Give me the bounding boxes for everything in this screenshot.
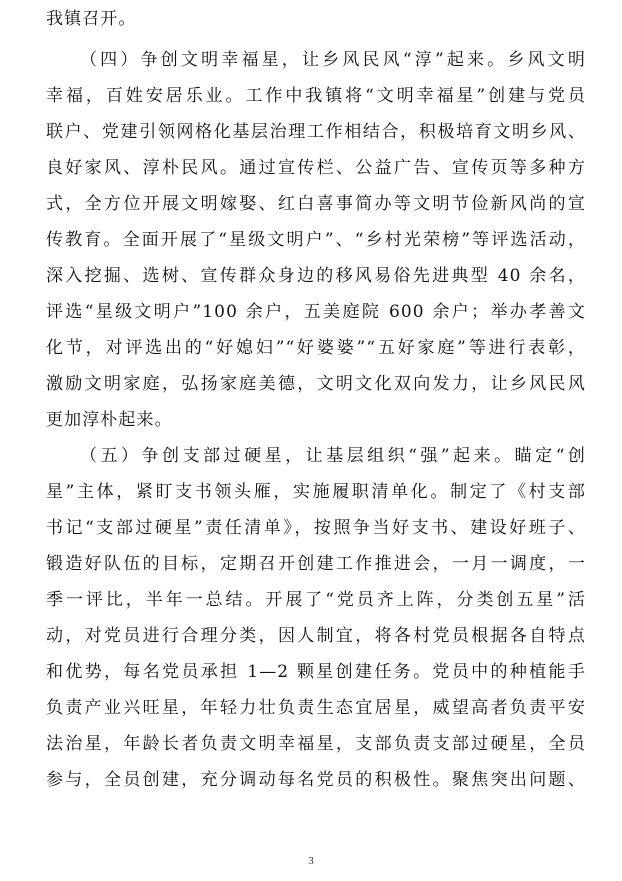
text-line: 激励文明家庭，弘扬家庭美德，文明文化双向发力，让乡风民风: [46, 374, 586, 394]
text-line: 联户、党建引领网格化基层治理工作相结合，积极培育文明乡风、: [46, 122, 586, 142]
text-line: 锻造好队伍的目标，定期召开创建工作推进会，一月一调度，一: [46, 554, 586, 574]
text-line: 星”主体，紧盯支书领头雁，实施履职清单化。制定了《村支部: [46, 482, 586, 502]
text-line: 动，对党员进行合理分类，因人制宜，将各村党员根据各自特点: [46, 626, 586, 646]
text-line: 季一评比，半年一总结。开展了“党员齐上阵，分类创五星”活: [46, 590, 586, 610]
page-number: 3: [308, 855, 314, 867]
text-line: 式，全方位开展文明嫁娶、红白喜事简办等文明节俭新风尚的宣: [46, 194, 586, 214]
text-line: 幸福，百姓安居乐业。工作中我镇将“文明幸福星”创建与党员: [46, 86, 586, 106]
text-line: 和优势，每名党员承担 1—2 颗星创建任务。党员中的种植能手: [46, 662, 586, 682]
text-line: 深入挖掘、选树、宣传群众身边的移风易俗先进典型 40 余名，: [46, 266, 586, 286]
text-line: 化节，对评选出的“好媳妇”“好婆婆”“五好家庭”等进行表彰，: [46, 338, 586, 358]
text-line: 评选“星级文明户”100 余户，五美庭院 600 余户；举办孝善文: [46, 302, 586, 322]
text-line: 负责产业兴旺星，年轻力壮负责生态宜居星，威望高者负责平安: [46, 698, 586, 718]
text-line: 我镇召开。: [46, 9, 137, 29]
text-line: 传教育。全面开展了“星级文明户”、“乡村光荣榜”等评选活动，: [46, 230, 586, 250]
section-heading-line: （五）争创支部过硬星，让基层组织“强”起来。瞄定“创: [80, 446, 586, 466]
text-line: 参与，全员创建，充分调动每名党员的积极性。聚焦突出问题、: [46, 770, 586, 790]
text-line: 书记“支部过硬星”责任清单》，按照争当好支书、建设好班子、: [46, 518, 586, 538]
text-line: 更加淳朴起来。: [46, 410, 173, 430]
section-heading-line: （四）争创文明幸福星，让乡风民风“淳”起来。乡风文明: [80, 50, 586, 70]
text-line: 法治星，年龄长者负责文明幸福星，支部负责支部过硬星，全员: [46, 734, 586, 754]
text-line: 良好家风、淳朴民风。通过宣传栏、公益广告、宣传页等多种方: [46, 158, 586, 178]
